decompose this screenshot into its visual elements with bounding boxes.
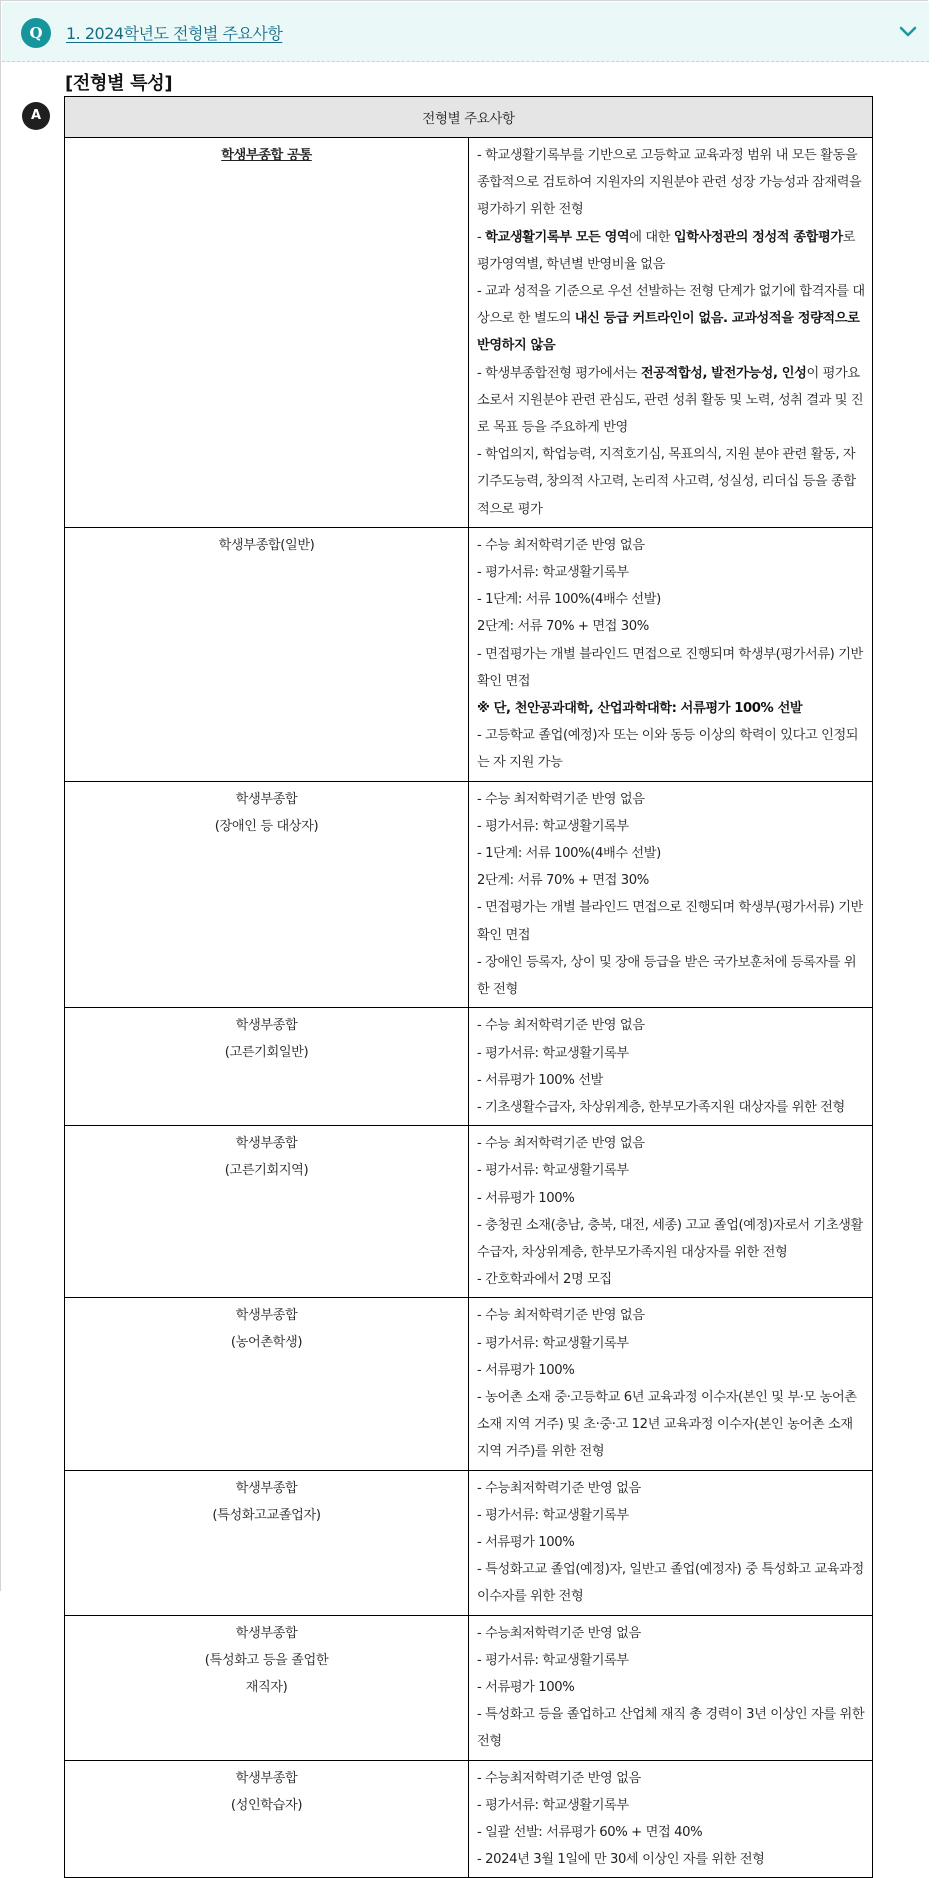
detail-text: - 장애인 등록자, 상이 및 장애 등급을 받은 국가보훈처에 등록자를 위한 전형 [477,954,857,998]
detail-text: - 평가서류: 학교생활기록부 [477,1335,629,1351]
detail-text: - 농어촌 소재 중·고등학교 6년 교육과정 이수자(본인 및 부·모 농어촌 소재 지역 거주) 및 초·중·고 12년 교육과정 이수자(본인 농어촌 소재 지역 거주)를 위한 전형 [477,1389,857,1460]
detail-line [477,1040,866,1067]
admission-type-cell [65,1008,469,1126]
detail-line [477,559,866,586]
detail-text: - 수능최저학력기준 반영 없음 [477,1625,641,1641]
detail-line [477,1157,866,1184]
detail-text: - 평가서류: 학교생활기록부 [477,1045,629,1061]
admission-type-label: 학생부종합 [235,1018,298,1034]
detail-text: 에 대한 [629,229,674,245]
admission-details-cell [469,138,873,528]
detail-line [477,695,866,722]
table-row [65,781,873,1008]
detail-text: - 고등학교 졸업(예정)자 또는 이와 동등 이상의 학력이 있다고 인정되는 자 지원 가능 [477,728,859,771]
admission-type-cell [65,1470,469,1615]
admission-type-label: 학생부종합 [235,1136,298,1152]
detail-line [477,1674,866,1701]
detail-line [477,1502,866,1529]
detail-line [477,1012,866,1039]
detail-text: - 2024년 3월 1일에 만 30세 이상인 자를 위한 전형 [477,1852,765,1868]
table-header-row [65,97,873,138]
detail-text: - 간호학과에서 2명 모집 [477,1272,612,1288]
detail-text: - 수능최저학력기준 반영 없음 [477,1480,641,1496]
detail-line [477,1266,866,1293]
admission-type-label: (특성화고 등을 졸업한 [204,1652,329,1668]
admission-type-label: 학생부종합 [235,791,298,807]
admission-type-label: (농어촌학생) [230,1335,303,1351]
detail-text: - [477,229,486,245]
admission-details-cell [469,1760,873,1878]
detail-line [477,1846,866,1873]
table-body [65,138,873,1878]
detail-text: - 특성화고교 졸업(예정)자, 일반고 졸업(예정자) 중 특성화고 교육과정 이수자를 위한 전형 [477,1562,864,1605]
section-title: [전형별 특성] [65,73,173,94]
table-row [65,527,873,781]
detail-line [477,1701,866,1755]
admission-details-cell [469,1470,873,1615]
detail-line [477,1792,866,1819]
admission-type-label: 학생부종합 [235,1480,298,1496]
detail-line [477,1556,866,1610]
question-title-link[interactable]: 1. 2024학년도 전형별 주요사항 [66,24,283,43]
detail-line [477,1384,866,1466]
detail-text: - 학교생활기록부를 기반으로 고등학교 교육과정 범위 내 모든 활동을 종합적으로 검토하여 지원자의 지원분야 관련 성장 가능성과 잠재력을 평가하기 위한 전형 [477,148,862,218]
admission-type-cell [65,527,469,781]
detail-text: - 서류평가 100% [477,1190,575,1206]
detail-line [477,722,866,776]
admission-types-table [64,96,873,1878]
table-row [65,138,873,528]
admission-type-cell [65,1615,469,1760]
detail-text: - 면접평가는 개별 블라인드 면접으로 진행되며 학생부(평가서류) 기반 확인 면접 [477,646,863,689]
detail-text: - 평가서류: 학교생활기록부 [477,1652,629,1668]
detail-text: - 평가서류: 학교생활기록부 [477,565,629,581]
detail-line [477,1094,866,1121]
admission-type-label: (고른기회지역) [224,1163,309,1179]
admission-type-label: 학생부종합 [235,1308,298,1324]
detail-text: - 1단계: 서류 100%(4배수 선발) [477,592,661,608]
detail-text: - 평가서류: 학교생활기록부 [477,1163,629,1179]
detail-line [477,894,866,948]
detail-text: - 수능 최저학력기준 반영 없음 [477,1136,645,1152]
detail-line [477,867,866,894]
detail-text: - 서류평가 100% [477,1534,575,1550]
admission-details-cell [469,781,873,1008]
detail-line [477,1529,866,1556]
table-row [65,1126,873,1298]
table-row [65,1760,873,1878]
detail-text: - 수능최저학력기준 반영 없음 [477,1770,641,1786]
detail-text: - 특성화고 등을 졸업하고 산업체 재직 총 경력이 3년 이상인 자를 위한 전형 [477,1707,865,1750]
detail-text: - 교과 성적을 기준으로 우선 선발하는 전형 단계가 없기에 합격자를 대상으로 한 별도의 [477,284,865,327]
detail-line [477,1620,866,1647]
table-row [65,1008,873,1126]
question-badge: Q [21,18,51,48]
detail-line [477,1185,866,1212]
detail-line [477,224,866,278]
detail-text: - 서류평가 100% 선발 [477,1072,603,1088]
admission-type-label: 학생부종합 [235,1770,298,1786]
chevron-down-icon[interactable] [898,24,918,40]
detail-line [477,786,866,813]
detail-line [477,1212,866,1266]
admission-type-cell [65,1760,469,1878]
detail-line [477,949,866,1003]
admission-type-cell [65,1298,469,1470]
admission-type-label: (성인학습자) [230,1797,303,1813]
detail-text: 2단계: 서류 70% + 면접 30% [477,619,649,635]
admission-details-cell [469,1615,873,1760]
detail-line [477,1302,866,1329]
detail-text: - 일괄 선발: 서류평가 60% + 면접 40% [477,1824,703,1840]
admission-type-cell [65,781,469,1008]
admission-type-label: (장애인 등 대상자) [214,818,319,834]
table-row [65,1298,873,1470]
emphasized-text: 내신 등급 커트라인이 없음. 교과성적을 정량적으로 반영하지 않음 [477,311,860,354]
detail-text: - 서류평가 100% [477,1679,575,1695]
detail-line [477,1819,866,1846]
detail-text: - 1단계: 서류 100%(4배수 선발) [477,846,661,862]
detail-text: - 수능 최저학력기준 반영 없음 [477,1308,645,1324]
detail-line [477,360,866,442]
admission-type-label: 학생부종합 공통 [221,148,312,163]
detail-line [477,1647,866,1674]
detail-text: - 수능 최저학력기준 반영 없음 [477,1018,645,1034]
detail-line [477,641,866,695]
detail-line [477,586,866,613]
admission-details-cell [469,1008,873,1126]
emphasized-text: 학교생활기록부 모든 영역 [485,229,630,245]
admission-details-cell [469,1298,873,1470]
emphasized-text: ※ 단, 천안공과대학, 산업과학대학: 서류평가 100% 선발 [477,701,803,717]
admission-details-cell [469,1126,873,1298]
detail-text: - 서류평가 100% [477,1362,575,1378]
detail-line [477,613,866,640]
detail-line [477,1067,866,1094]
detail-text: - 충청권 소재(충남, 충북, 대전, 세종) 고교 졸업(예정)자로서 기초생활수급자, 차상위계층, 한부모가족지원 대상자를 위한 전형 [477,1217,863,1260]
detail-line [477,813,866,840]
detail-text: - 수능 최저학력기준 반영 없음 [477,791,645,807]
emphasized-text: 입학사정관의 정성적 종합평가 [673,229,843,245]
detail-text: - 평가서류: 학교생활기록부 [477,1797,629,1813]
detail-line [477,1130,866,1157]
admission-type-cell [65,138,469,528]
detail-text: - 평가서류: 학교생활기록부 [477,1507,629,1523]
detail-line [477,1357,866,1384]
detail-text: - 학생부종합전형 평가에서는 [477,365,641,381]
admission-details-cell [469,527,873,781]
admission-type-label: (고른기회일반) [224,1045,309,1061]
detail-text: 로 평가영역별, 학년별 반영비율 없음 [477,229,856,272]
admission-type-cell [65,1126,469,1298]
detail-line [477,441,866,523]
detail-text: 이 평가요소로서 지원분야 관련 관심도, 관련 성취 활동 및 노력, 성취 결과 및 진로 목표 등을 주요하게 반영 [477,365,864,436]
detail-line [477,278,866,360]
detail-text: - 학업의지, 학업능력, 지적호기심, 목표의식, 지원 분야 관련 활동, 자기주도능력, 창의적 사고력, 논리적 사고력, 성실성, 리더십 등을 종합적으로 평가 [477,447,856,517]
detail-line [477,1330,866,1357]
admission-type-label: (특성화고교졸업자) [212,1507,321,1523]
detail-text: - 기초생활수급자, 차상위계층, 한부모가족지원 대상자를 위한 전형 [477,1099,845,1115]
detail-text: - 면접평가는 개별 블라인드 면접으로 진행되며 학생부(평가서류) 기반 확인 면접 [477,900,863,943]
detail-text: - 평가서류: 학교생활기록부 [477,818,629,834]
emphasized-text: 전공적합성, 발전가능성, 인성 [640,365,807,381]
detail-line [477,1765,866,1792]
table-row [65,1615,873,1760]
detail-text: - 수능 최저학력기준 반영 없음 [477,537,645,553]
detail-line [477,142,866,224]
question-header[interactable] [2,2,929,62]
admission-type-label: 재직자) [245,1679,288,1695]
table-row [65,1470,873,1615]
detail-line [477,840,866,867]
answer-badge: A [22,102,50,130]
detail-line [477,532,866,559]
admission-type-label: 학생부종합(일반) [218,537,315,553]
detail-text: 2단계: 서류 70% + 면접 30% [477,873,649,889]
detail-line [477,1475,866,1502]
admission-type-label: 학생부종합 [235,1625,298,1641]
table-header: 전형별 주요사항 [65,97,873,138]
